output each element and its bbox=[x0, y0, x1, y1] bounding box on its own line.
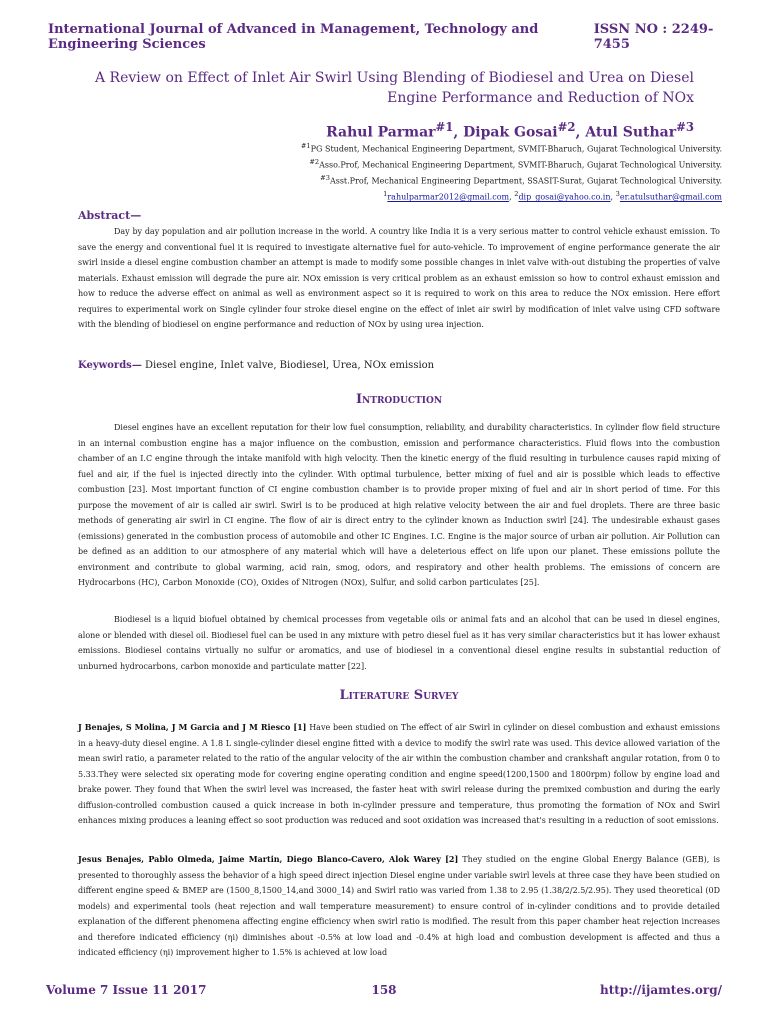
aff-2-text: Asso.Prof, Mechanical Engineering Department, SVMIT-Bharuch, Gujarat Technological University. bbox=[319, 160, 722, 170]
abstract-body: Day by day population and air pollution increase in the world. A country like India it is a very serious matter to control vehicle exhaust emission. To save the energy and conventional fuel it is required to investigate alternative fuel for auto-vehicle. To improvement of engine performance generate the air swirl inside a diesel engine combustion chamber an attempt is made to modify some possible changes in inlet valve with-out distubing the properties of valve materials. Exhaust emission will degrade the pure air. NOx emission is very critical problem as an exhaust emission so how to control exhaust emission and how to reduce the adverse effect on animal as well as environment aspect so it is required to work on this area to reduce the NOx emission. Here effort requires to experimental work on Single cylinder four stroke diesel engine on the effect of inlet air swirl by modification of inlet valve using CFD software with the blending of biodiesel on engine performance and reduction of NOx by using urea injection. bbox=[78, 227, 720, 329]
introduction-paragraph-2: Biodiesel is a liquid biofuel obtained by chemical processes from vegetable oils or animal fats and an alcohol that can be used in diesel engines, alone or blended with diesel oil. Biodiesel fuel can be used in any mixture with petro diesel fuel as it has very similar characteristics but it has lower exhaust emissions. Biodiesel contains virtually no sulfur or aromatics, and use of biodiesel in a conventional diesel engine results in substantial reduction of unburned hydrocarbons, carbon monoxide and particulate matter [22]. bbox=[78, 615, 720, 671]
literature-entry-2 bbox=[78, 852, 720, 961]
affiliation-1 bbox=[162, 140, 722, 156]
keywords bbox=[78, 360, 720, 371]
literature-heading: Literature Survey bbox=[339, 688, 459, 703]
aff-1-text: PG Student, Mechanical Engineering Department, SVMIT-Bharuch, Gujarat Technological University. bbox=[310, 144, 722, 154]
author-3-sup: #3 bbox=[676, 120, 694, 134]
journal-url[interactable]: http://ijamtes.org/ bbox=[600, 983, 722, 997]
keywords-label: Keywords— bbox=[78, 360, 142, 371]
page-footer bbox=[46, 983, 722, 997]
journal-header bbox=[48, 22, 724, 52]
email-2-link[interactable]: dip_gosai@yahoo.co.in bbox=[518, 193, 611, 203]
affiliation-2 bbox=[162, 156, 722, 172]
author-list: Rahul Parmar$^{\#1}$, Dipak Gosai$^{\#2}$, Atul Suthar$^{\#3}$ bbox=[326, 120, 694, 141]
email-1-sup: 1 bbox=[383, 190, 388, 199]
author-1: Rahul Parmar bbox=[326, 124, 436, 141]
introduction-paragraph-1: Diesel engines have an excellent reputation for their low fuel consumption, reliability, and durability characteristics. In cylinder flow field structure in an internal combustion engine has a major influence on the combustion, emission and performance characteristics. Fluid flows into the combustion chamber of an I.C engine through the intake manifold with high velocity. Then the kinetic energy of the fluid resulting in turbulence causes rapid mixing of fuel and air, if the fuel is injected directly into the cylinder. With optimal turbulence, better mixing of fuel and air is possible which leads to effective combustion [23]. Most important function of CI engine combustion chamber is to provide proper mixing of fuel and air in short period of time. For this purpose the movement of air is called air swirl. Swirl is to be produced at high relative velocity between the air and fuel droplets. There are three basic methods of generating air swirl in CI engine. The flow of air is direct entry to the cylinder known as Induction swirl [24]. The undesirable exhaust gases (emissions) generated in the combustion process of automobile and other IC Engines. I.C. Engine is the major source of urban air pollution. Air Pollution can be defined as an addition to our atmosphere of any material which will have a deleterious effect on life upon our planet. These emissions pollute the environment and contribute to global warming, acid rain, smog, odors, and respiratory and other health problems. The emissions of concern are Hydrocarbons (HC), Carbon Monoxide (CO), Oxides of Nitrogen (NOx), Sulfur, and solid carbon particulates [25]. bbox=[78, 423, 720, 587]
literature-entry-1-text: Have been studied on The effect of air Swirl in cylinder on diesel combustion and exhaust emissions in a heavy-duty diesel engine. A 1.8 L single-cylinder diesel engine fitted with a device to modify the swirl rate was used. This device allowed variation of the mean swirl ratio, a parameter related to the ratio of the angular velocity of the air within the combustion chamber and crankshaft angular rotation, from 0 to 5.33.They were selected six operating mode for covering engine operating condition and engine speed(1200,1500 and 1800rpm) follow by engine load and brake power. They found that When the swirl level was increased, the faster heat with swirl release during the premixed combustion and during the early diffusion-controlled combustion caused a quick increase in both in-cylinder pressure and temperature, thus promoting the formation of NOx and Swirl enhances mixing produces a leaning effect so soot production was reduced and soot oxidation was increased that's resulting in a reduction of soot emissions. bbox=[78, 723, 720, 825]
email-2-sup: 2 bbox=[514, 190, 519, 199]
literature-entry-2-authors: Jesus Benajes, Pablo Olmeda, Jaime Martin, Diego Blanco-Cavero, Alok Warey [2] bbox=[78, 854, 459, 864]
keywords-text: Diesel engine, Inlet valve, Biodiesel, Urea, NOx emission bbox=[141, 360, 435, 371]
author-3: Atul Suthar bbox=[585, 124, 677, 141]
paper-title bbox=[60, 68, 694, 108]
literature-entry-1-authors: J Benajes, S Molina, J M Garcia and J M Riesco [1] bbox=[78, 722, 307, 732]
literature-entry-1 bbox=[78, 720, 720, 829]
literature-entry-2-text: They studied on the engine Global Energy Balance (GEB), is presented to thoroughly assess the behavior of a high speed direct injection Diesel engine under variable swirl levels at three case they have been studied on different engine speed & BMEP are (1500_8,1500_14,and 3000_14) and Swirl ratio was varied from 1.38 to 2.95 (1.38/2/2.5/2.95). They used theoretical (0D models) and experimental tools (heat rejection and wall temperature measurement) to ensure control of in-cylinder conditions and to provide detailed explanation of the different phenomena affecting engine efficiency when swirl ratio is modified. The result from this paper chamber heat rejection increases and therefore indicated efficiency (ηi) diminishes about -0.5% at low load and -0.4% at high load and combustion development is affected and thus a indicated efficiency (ηi) improvement higher to 1.5% is achieved at low load bbox=[78, 855, 720, 957]
email-3-link[interactable]: er.atulsuthar@gmail.com bbox=[619, 193, 722, 203]
issn: ISSN NO : 2249-7455 bbox=[593, 22, 714, 52]
title-line-2: Engine Performance and Reduction of NOx bbox=[387, 90, 694, 106]
introduction-heading: Introduction bbox=[355, 392, 443, 407]
page-number: 158 bbox=[371, 983, 397, 997]
journal-name: International Journal of Advanced in Management, Technology and Engineering Sciences bbox=[48, 22, 539, 52]
email-1-link[interactable]: rahulparmar2012@gmail.com bbox=[387, 193, 510, 203]
aff-3-sup: #3 bbox=[320, 174, 330, 183]
emails: $^1$rahulparmar2012@gmail.com, $^2$dip_gosai@yahoo.co.in, $^3$er.atulsuthar@gmail.com bbox=[383, 190, 722, 203]
aff-1-sup: #1 bbox=[300, 142, 311, 150]
affiliation-3 bbox=[162, 172, 722, 188]
title-line-1: A Review on Effect of Inlet Air Swirl Using Blending of Biodiesel and Urea on Diesel bbox=[95, 70, 694, 86]
aff-3-text: Asst.Prof, Mechanical Engineering Department, SSASIT-Surat, Gujarat Technological University. bbox=[329, 176, 722, 186]
aff-2-sup: #2 bbox=[309, 158, 320, 167]
affiliations bbox=[162, 140, 722, 205]
author-1-sup: #1 bbox=[435, 120, 454, 134]
email-3-sup: 3 bbox=[615, 190, 620, 199]
author-2-sup: #2 bbox=[557, 120, 576, 134]
abstract-heading: Abstract— bbox=[78, 209, 142, 222]
author-2: Dipak Gosai bbox=[463, 124, 558, 141]
volume-issue: Volume 7 Issue 11 2017 bbox=[46, 983, 207, 997]
